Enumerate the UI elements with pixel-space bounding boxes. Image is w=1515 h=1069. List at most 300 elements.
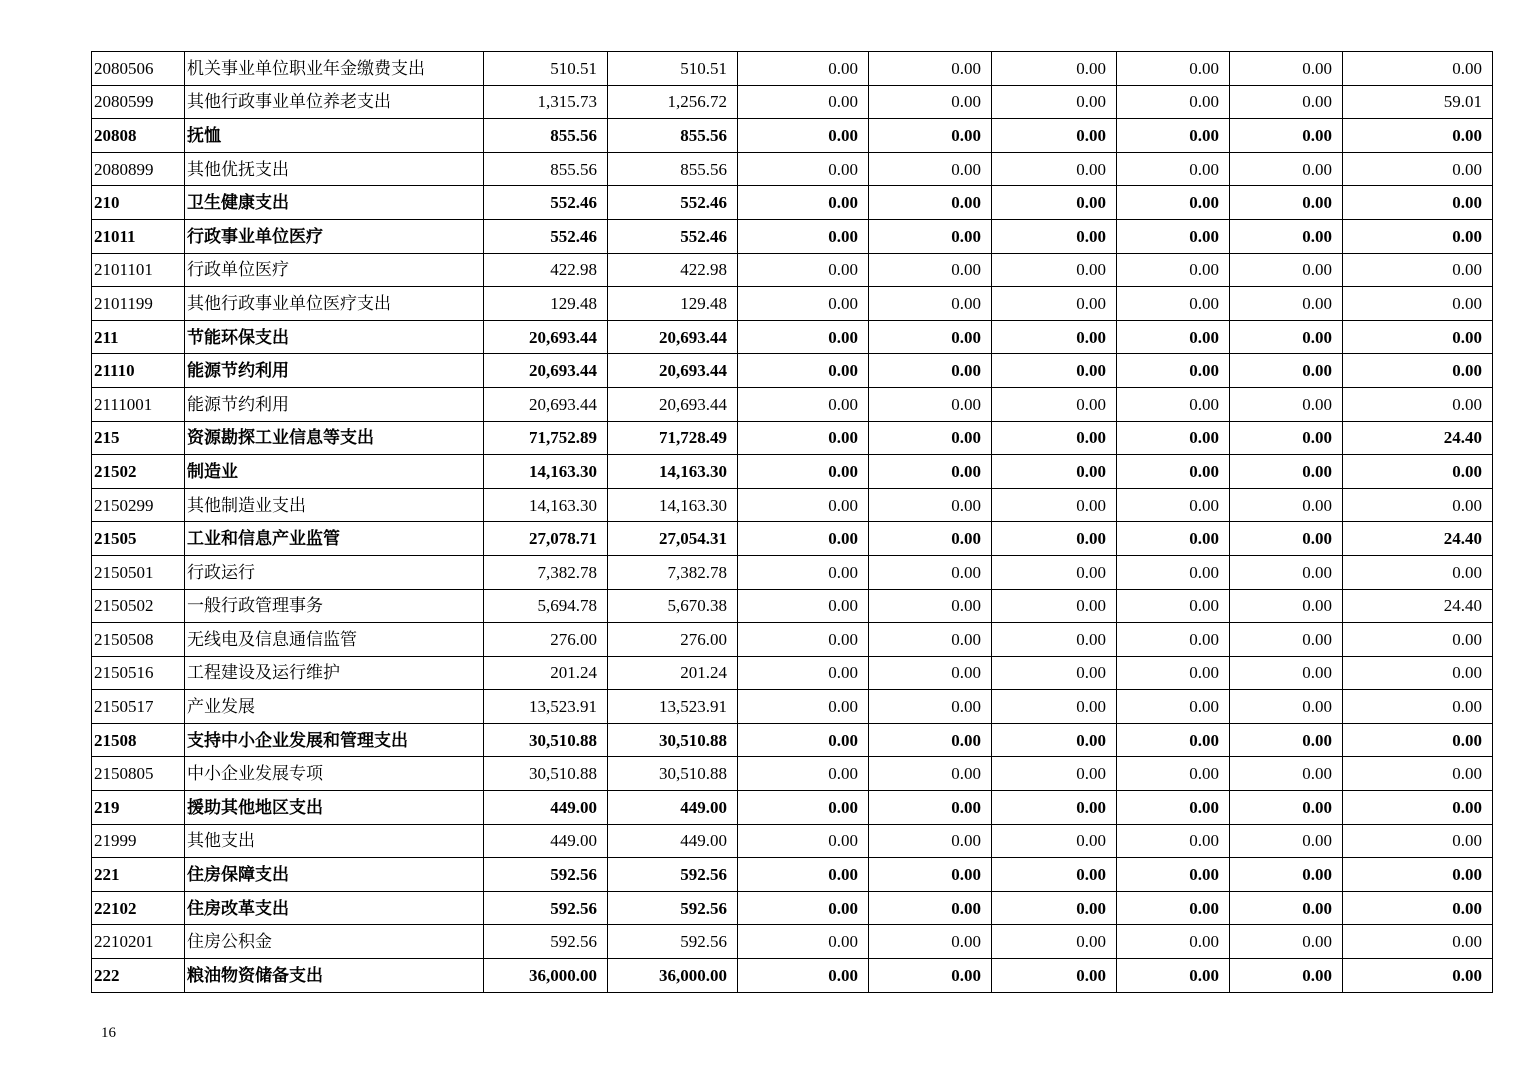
subject-code-cell: 22102: [92, 891, 185, 925]
amount-cell: 0.00: [1230, 52, 1343, 86]
amount-cell: 0.00: [738, 824, 869, 858]
amount-cell: 0.00: [869, 791, 992, 825]
amount-cell: 0.00: [1117, 52, 1230, 86]
amount-cell: 71,752.89: [484, 421, 608, 455]
amount-cell: 449.00: [608, 791, 738, 825]
amount-cell: 0.00: [738, 287, 869, 321]
amount-cell: 5,670.38: [608, 589, 738, 623]
amount-cell: 0.00: [869, 85, 992, 119]
amount-cell: 0.00: [738, 959, 869, 993]
amount-cell: 0.00: [1343, 354, 1493, 388]
amount-cell: 0.00: [1230, 723, 1343, 757]
amount-cell: 0.00: [1230, 421, 1343, 455]
amount-cell: 0.00: [1117, 690, 1230, 724]
amount-cell: 0.00: [1230, 219, 1343, 253]
amount-cell: 0.00: [1230, 455, 1343, 489]
page-number: 16: [101, 1025, 116, 1041]
subject-code-cell: 2150516: [92, 656, 185, 690]
amount-cell: 0.00: [992, 891, 1117, 925]
amount-cell: 30,510.88: [608, 757, 738, 791]
amount-cell: 0.00: [992, 287, 1117, 321]
amount-cell: 0.00: [1343, 152, 1493, 186]
amount-cell: 201.24: [608, 656, 738, 690]
amount-cell: 0.00: [1117, 219, 1230, 253]
subject-name-cell: 援助其他地区支出: [185, 791, 484, 825]
amount-cell: 30,510.88: [484, 723, 608, 757]
subject-code-cell: 219: [92, 791, 185, 825]
amount-cell: 0.00: [869, 354, 992, 388]
amount-cell: 0.00: [1230, 757, 1343, 791]
amount-cell: 0.00: [992, 589, 1117, 623]
subject-code-cell: 2150508: [92, 623, 185, 657]
table-row: [92, 891, 1493, 925]
table-row: [92, 186, 1493, 220]
amount-cell: 0.00: [992, 723, 1117, 757]
amount-cell: 0.00: [869, 152, 992, 186]
table-row: [92, 52, 1493, 86]
subject-code-cell: 21508: [92, 723, 185, 757]
amount-cell: 0.00: [1117, 253, 1230, 287]
amount-cell: 0.00: [869, 253, 992, 287]
amount-cell: 0.00: [992, 387, 1117, 421]
amount-cell: 71,728.49: [608, 421, 738, 455]
amount-cell: 0.00: [1343, 824, 1493, 858]
amount-cell: 0.00: [869, 723, 992, 757]
amount-cell: 855.56: [484, 119, 608, 153]
table-row: [92, 858, 1493, 892]
amount-cell: 0.00: [1117, 824, 1230, 858]
amount-cell: 0.00: [869, 925, 992, 959]
amount-cell: 0.00: [869, 757, 992, 791]
amount-cell: 0.00: [1343, 253, 1493, 287]
amount-cell: 0.00: [1117, 522, 1230, 556]
amount-cell: 0.00: [738, 791, 869, 825]
subject-name-cell: 工程建设及运行维护: [185, 656, 484, 690]
amount-cell: 0.00: [1343, 455, 1493, 489]
amount-cell: 552.46: [484, 186, 608, 220]
amount-cell: 0.00: [992, 219, 1117, 253]
amount-cell: 0.00: [992, 186, 1117, 220]
amount-cell: 0.00: [1117, 119, 1230, 153]
subject-name-cell: 其他行政事业单位医疗支出: [185, 287, 484, 321]
amount-cell: 7,382.78: [484, 555, 608, 589]
amount-cell: 0.00: [738, 723, 869, 757]
amount-cell: 0.00: [1117, 656, 1230, 690]
table-row: [92, 119, 1493, 153]
amount-cell: 592.56: [484, 858, 608, 892]
amount-cell: 0.00: [869, 522, 992, 556]
amount-cell: 592.56: [484, 891, 608, 925]
subject-code-cell: 2210201: [92, 925, 185, 959]
amount-cell: 0.00: [1117, 791, 1230, 825]
amount-cell: 855.56: [608, 152, 738, 186]
amount-cell: 0.00: [1230, 354, 1343, 388]
amount-cell: 0.00: [1343, 891, 1493, 925]
amount-cell: 0.00: [1117, 925, 1230, 959]
subject-code-cell: 2101199: [92, 287, 185, 321]
amount-cell: 0.00: [738, 555, 869, 589]
amount-cell: 20,693.44: [484, 320, 608, 354]
amount-cell: 0.00: [992, 623, 1117, 657]
subject-name-cell: 粮油物资储备支出: [185, 959, 484, 993]
amount-cell: 0.00: [992, 320, 1117, 354]
subject-name-cell: 行政运行: [185, 555, 484, 589]
amount-cell: 0.00: [869, 287, 992, 321]
amount-cell: 0.00: [1117, 287, 1230, 321]
amount-cell: 0.00: [738, 455, 869, 489]
subject-code-cell: 2080506: [92, 52, 185, 86]
amount-cell: 14,163.30: [484, 488, 608, 522]
subject-name-cell: 卫生健康支出: [185, 186, 484, 220]
amount-cell: 0.00: [869, 455, 992, 489]
amount-cell: 0.00: [1230, 656, 1343, 690]
subject-name-cell: 其他行政事业单位养老支出: [185, 85, 484, 119]
amount-cell: 0.00: [1230, 387, 1343, 421]
amount-cell: 0.00: [1230, 555, 1343, 589]
subject-name-cell: 能源节约利用: [185, 354, 484, 388]
amount-cell: 0.00: [869, 589, 992, 623]
subject-code-cell: 2150517: [92, 690, 185, 724]
amount-cell: 0.00: [1117, 320, 1230, 354]
amount-cell: 0.00: [1343, 219, 1493, 253]
amount-cell: 0.00: [1230, 85, 1343, 119]
amount-cell: 0.00: [1117, 959, 1230, 993]
amount-cell: 0.00: [869, 421, 992, 455]
amount-cell: 0.00: [738, 52, 869, 86]
amount-cell: 0.00: [1230, 488, 1343, 522]
amount-cell: 0.00: [869, 656, 992, 690]
amount-cell: 0.00: [992, 455, 1117, 489]
table-body: [92, 52, 1493, 993]
subject-code-cell: 2080599: [92, 85, 185, 119]
amount-cell: 36,000.00: [608, 959, 738, 993]
amount-cell: 510.51: [484, 52, 608, 86]
amount-cell: 0.00: [1117, 723, 1230, 757]
table-row: [92, 455, 1493, 489]
amount-cell: 0.00: [1230, 287, 1343, 321]
subject-name-cell: 抚恤: [185, 119, 484, 153]
amount-cell: 0.00: [992, 152, 1117, 186]
amount-cell: 0.00: [1117, 387, 1230, 421]
subject-name-cell: 其他支出: [185, 824, 484, 858]
amount-cell: 0.00: [992, 253, 1117, 287]
amount-cell: 0.00: [738, 757, 869, 791]
amount-cell: 0.00: [738, 656, 869, 690]
amount-cell: 0.00: [1343, 925, 1493, 959]
amount-cell: 27,054.31: [608, 522, 738, 556]
amount-cell: 0.00: [1117, 186, 1230, 220]
amount-cell: 36,000.00: [484, 959, 608, 993]
amount-cell: 276.00: [608, 623, 738, 657]
amount-cell: 0.00: [992, 824, 1117, 858]
amount-cell: 0.00: [1117, 455, 1230, 489]
table-row: [92, 690, 1493, 724]
amount-cell: 0.00: [1117, 858, 1230, 892]
table-row: [92, 757, 1493, 791]
amount-cell: 20,693.44: [608, 320, 738, 354]
table-row: [92, 723, 1493, 757]
subject-name-cell: 节能环保支出: [185, 320, 484, 354]
amount-cell: 0.00: [1117, 555, 1230, 589]
amount-cell: 0.00: [1230, 925, 1343, 959]
table-row: [92, 589, 1493, 623]
amount-cell: 422.98: [608, 253, 738, 287]
amount-cell: 0.00: [1230, 119, 1343, 153]
table-row: [92, 152, 1493, 186]
amount-cell: 20,693.44: [608, 354, 738, 388]
budget-table: [91, 51, 1493, 993]
subject-code-cell: 2150502: [92, 589, 185, 623]
amount-cell: 0.00: [738, 589, 869, 623]
amount-cell: 552.46: [484, 219, 608, 253]
amount-cell: 0.00: [1117, 623, 1230, 657]
subject-name-cell: 能源节约利用: [185, 387, 484, 421]
amount-cell: 14,163.30: [484, 455, 608, 489]
amount-cell: 1,315.73: [484, 85, 608, 119]
amount-cell: 27,078.71: [484, 522, 608, 556]
amount-cell: 0.00: [738, 421, 869, 455]
amount-cell: 592.56: [608, 891, 738, 925]
subject-code-cell: 21505: [92, 522, 185, 556]
subject-name-cell: 资源勘探工业信息等支出: [185, 421, 484, 455]
amount-cell: 0.00: [1230, 891, 1343, 925]
amount-cell: 0.00: [1343, 757, 1493, 791]
amount-cell: 0.00: [869, 219, 992, 253]
table-row: [92, 791, 1493, 825]
table-row: [92, 656, 1493, 690]
amount-cell: 30,510.88: [608, 723, 738, 757]
subject-name-cell: 机关事业单位职业年金缴费支出: [185, 52, 484, 86]
amount-cell: 0.00: [738, 858, 869, 892]
subject-name-cell: 制造业: [185, 455, 484, 489]
amount-cell: 0.00: [1343, 287, 1493, 321]
amount-cell: 0.00: [869, 52, 992, 86]
amount-cell: 0.00: [738, 354, 869, 388]
amount-cell: 0.00: [738, 891, 869, 925]
amount-cell: 0.00: [1230, 253, 1343, 287]
table-row: [92, 85, 1493, 119]
amount-cell: 24.40: [1343, 522, 1493, 556]
subject-name-cell: 一般行政管理事务: [185, 589, 484, 623]
amount-cell: 0.00: [1117, 421, 1230, 455]
amount-cell: 201.24: [484, 656, 608, 690]
amount-cell: 0.00: [1117, 354, 1230, 388]
subject-name-cell: 无线电及信息通信监管: [185, 623, 484, 657]
table-row: [92, 287, 1493, 321]
amount-cell: 0.00: [738, 522, 869, 556]
amount-cell: 0.00: [992, 421, 1117, 455]
amount-cell: 0.00: [992, 690, 1117, 724]
subject-name-cell: 住房改革支出: [185, 891, 484, 925]
amount-cell: 0.00: [1117, 757, 1230, 791]
amount-cell: 7,382.78: [608, 555, 738, 589]
subject-code-cell: 210: [92, 186, 185, 220]
subject-code-cell: 2111001: [92, 387, 185, 421]
table-row: [92, 555, 1493, 589]
subject-name-cell: 行政事业单位医疗: [185, 219, 484, 253]
amount-cell: 0.00: [1117, 152, 1230, 186]
amount-cell: 0.00: [992, 354, 1117, 388]
amount-cell: 0.00: [869, 858, 992, 892]
amount-cell: 13,523.91: [608, 690, 738, 724]
amount-cell: 20,693.44: [608, 387, 738, 421]
table-row: [92, 253, 1493, 287]
amount-cell: 422.98: [484, 253, 608, 287]
subject-code-cell: 215: [92, 421, 185, 455]
amount-cell: 0.00: [1343, 186, 1493, 220]
amount-cell: 0.00: [992, 85, 1117, 119]
amount-cell: 0.00: [869, 690, 992, 724]
subject-code-cell: 2150501: [92, 555, 185, 589]
amount-cell: 0.00: [992, 52, 1117, 86]
amount-cell: 0.00: [1230, 522, 1343, 556]
subject-name-cell: 行政单位医疗: [185, 253, 484, 287]
amount-cell: 0.00: [1343, 52, 1493, 86]
amount-cell: 0.00: [738, 219, 869, 253]
amount-cell: 0.00: [992, 488, 1117, 522]
amount-cell: 14,163.30: [608, 455, 738, 489]
amount-cell: 5,694.78: [484, 589, 608, 623]
amount-cell: 0.00: [1343, 656, 1493, 690]
amount-cell: 0.00: [1230, 589, 1343, 623]
subject-code-cell: 21110: [92, 354, 185, 388]
subject-name-cell: 产业发展: [185, 690, 484, 724]
subject-code-cell: 21999: [92, 824, 185, 858]
amount-cell: 0.00: [1343, 791, 1493, 825]
amount-cell: 449.00: [484, 791, 608, 825]
amount-cell: 0.00: [738, 690, 869, 724]
amount-cell: 0.00: [1343, 723, 1493, 757]
amount-cell: 0.00: [992, 959, 1117, 993]
amount-cell: 20,693.44: [484, 387, 608, 421]
table-row: [92, 824, 1493, 858]
amount-cell: 0.00: [1230, 824, 1343, 858]
amount-cell: 0.00: [738, 320, 869, 354]
amount-cell: 14,163.30: [608, 488, 738, 522]
amount-cell: 0.00: [1230, 152, 1343, 186]
table-row: [92, 522, 1493, 556]
amount-cell: 449.00: [608, 824, 738, 858]
subject-code-cell: 2101101: [92, 253, 185, 287]
amount-cell: 0.00: [1343, 387, 1493, 421]
subject-code-cell: 221: [92, 858, 185, 892]
amount-cell: 0.00: [992, 656, 1117, 690]
amount-cell: 0.00: [738, 623, 869, 657]
amount-cell: 0.00: [1230, 858, 1343, 892]
amount-cell: 0.00: [869, 320, 992, 354]
amount-cell: 592.56: [608, 925, 738, 959]
table-row: [92, 623, 1493, 657]
amount-cell: 276.00: [484, 623, 608, 657]
amount-cell: 0.00: [869, 555, 992, 589]
subject-code-cell: 2150805: [92, 757, 185, 791]
amount-cell: 1,256.72: [608, 85, 738, 119]
amount-cell: 0.00: [869, 959, 992, 993]
amount-cell: 0.00: [738, 186, 869, 220]
amount-cell: 0.00: [1230, 320, 1343, 354]
subject-name-cell: 住房保障支出: [185, 858, 484, 892]
subject-code-cell: 222: [92, 959, 185, 993]
subject-code-cell: 211: [92, 320, 185, 354]
amount-cell: 0.00: [992, 522, 1117, 556]
amount-cell: 0.00: [1343, 320, 1493, 354]
amount-cell: 24.40: [1343, 589, 1493, 623]
table-row: [92, 488, 1493, 522]
amount-cell: 0.00: [992, 119, 1117, 153]
table-row: [92, 959, 1493, 993]
table-row: [92, 421, 1493, 455]
amount-cell: 0.00: [992, 757, 1117, 791]
amount-cell: 592.56: [608, 858, 738, 892]
subject-code-cell: 2080899: [92, 152, 185, 186]
amount-cell: 0.00: [738, 253, 869, 287]
amount-cell: 552.46: [608, 186, 738, 220]
amount-cell: 0.00: [738, 85, 869, 119]
amount-cell: 592.56: [484, 925, 608, 959]
amount-cell: 0.00: [1230, 690, 1343, 724]
amount-cell: 0.00: [992, 925, 1117, 959]
amount-cell: 0.00: [1343, 690, 1493, 724]
amount-cell: 0.00: [1343, 555, 1493, 589]
amount-cell: 0.00: [869, 824, 992, 858]
amount-cell: 0.00: [992, 555, 1117, 589]
amount-cell: 0.00: [869, 387, 992, 421]
table-row: [92, 925, 1493, 959]
amount-cell: 0.00: [1117, 589, 1230, 623]
table-row: [92, 219, 1493, 253]
subject-name-cell: 中小企业发展专项: [185, 757, 484, 791]
subject-name-cell: 工业和信息产业监管: [185, 522, 484, 556]
subject-code-cell: 21502: [92, 455, 185, 489]
amount-cell: 24.40: [1343, 421, 1493, 455]
subject-name-cell: 其他优抚支出: [185, 152, 484, 186]
subject-code-cell: 2150299: [92, 488, 185, 522]
table-row: [92, 320, 1493, 354]
amount-cell: 0.00: [869, 623, 992, 657]
amount-cell: 510.51: [608, 52, 738, 86]
amount-cell: 0.00: [1343, 858, 1493, 892]
subject-name-cell: 住房公积金: [185, 925, 484, 959]
amount-cell: 0.00: [738, 387, 869, 421]
amount-cell: 0.00: [869, 119, 992, 153]
table-row: [92, 354, 1493, 388]
amount-cell: 59.01: [1343, 85, 1493, 119]
amount-cell: 0.00: [1230, 623, 1343, 657]
amount-cell: 0.00: [869, 186, 992, 220]
amount-cell: 855.56: [608, 119, 738, 153]
amount-cell: 20,693.44: [484, 354, 608, 388]
amount-cell: 0.00: [869, 488, 992, 522]
amount-cell: 0.00: [1230, 186, 1343, 220]
amount-cell: 0.00: [738, 119, 869, 153]
subject-name-cell: 其他制造业支出: [185, 488, 484, 522]
subject-code-cell: 20808: [92, 119, 185, 153]
amount-cell: 0.00: [738, 925, 869, 959]
amount-cell: 0.00: [992, 858, 1117, 892]
amount-cell: 449.00: [484, 824, 608, 858]
amount-cell: 0.00: [1230, 791, 1343, 825]
amount-cell: 129.48: [484, 287, 608, 321]
amount-cell: 552.46: [608, 219, 738, 253]
amount-cell: 0.00: [1117, 488, 1230, 522]
amount-cell: 0.00: [1343, 119, 1493, 153]
amount-cell: 0.00: [1117, 891, 1230, 925]
amount-cell: 0.00: [738, 152, 869, 186]
amount-cell: 0.00: [738, 488, 869, 522]
amount-cell: 0.00: [1343, 488, 1493, 522]
amount-cell: 13,523.91: [484, 690, 608, 724]
amount-cell: 0.00: [992, 791, 1117, 825]
